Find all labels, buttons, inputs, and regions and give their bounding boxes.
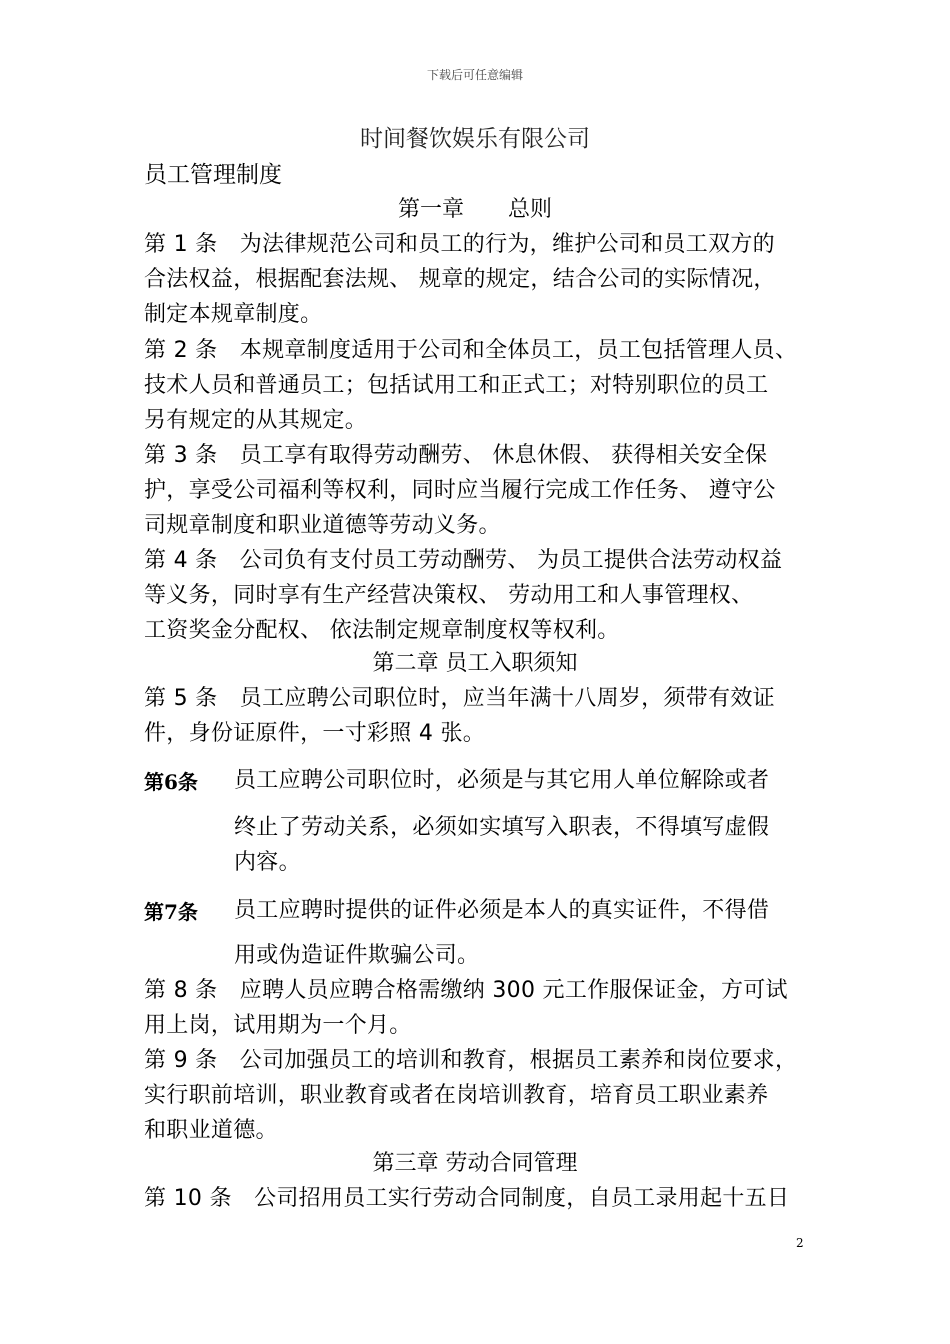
article-1-line-3: 制定本规章制度。 <box>144 302 323 327</box>
company-name: 时间餐饮娱乐有限公司 <box>360 126 590 152</box>
article-8-line-1: 第 8 条 应聘人员应聘合格需缴纳 300 元工作服保证金，方可试 <box>144 978 788 1003</box>
chapter-heading-1: 第一章 总则 <box>397 197 552 222</box>
article-4-line-1: 第 4 条 公司负有支付员工劳动酬劳、 为员工提供合法劳动权益 <box>144 548 783 573</box>
article-10-line-1: 第 10 条 公司招用员工实行劳动合同制度，自员工录用起十五日 <box>144 1186 790 1211</box>
article-2-line-2: 技术人员和普通员工；包括试用工和正式工；对特别职位的员工 <box>144 373 769 398</box>
chapter-heading-3: 第三章 劳动合同管理 <box>372 1151 578 1176</box>
article-3-line-2: 护，享受公司福利等权利，同时应当履行完成工作任务、 遵守公 <box>144 478 776 503</box>
chapter-heading-2: 第二章 员工入职须知 <box>372 651 578 676</box>
article-5-line-1: 第 5 条 员工应聘公司职位时，应当年满十八周岁，须带有效证 <box>144 686 775 711</box>
article-2-line-1: 第 2 条 本规章制度适用于公司和全体员工，员工包括管理人员、 <box>144 338 798 363</box>
article-6-line-3: 内容。 <box>234 850 301 875</box>
page-number: 2 <box>796 1236 804 1250</box>
article-3-line-1: 第 3 条 员工享有取得劳动酬劳、 休息休假、 获得相关安全保 <box>144 443 768 468</box>
article-2-line-3: 另有规定的从其规定。 <box>144 408 368 433</box>
article-4-line-3: 工资奖金分配权、 依法制定规章制度权等权利。 <box>144 618 620 643</box>
article-7-number: 第7条 <box>144 900 198 924</box>
article-1-line-1: 第 1 条 为法律规范公司和员工的行为，维护公司和员工双方的 <box>144 232 775 257</box>
article-9-line-3: 和职业道德。 <box>144 1118 278 1143</box>
document-title: 员工管理制度 <box>144 162 282 188</box>
article-9-line-1: 第 9 条 公司加强员工的培训和教育，根据员工素养和岗位要求， <box>144 1048 798 1073</box>
article-3-line-3: 司规章制度和职业道德等劳动义务。 <box>144 513 501 538</box>
article-9-line-2: 实行职前培训，职业教育或者在岗培训教育，培育员工职业素养 <box>144 1083 769 1108</box>
article-6-number: 第6条 <box>144 770 198 794</box>
article-5-line-2: 件，身份证原件，一寸彩照 4 张。 <box>144 721 486 746</box>
page-header: 下载后可任意编辑 <box>426 68 523 82</box>
article-4-line-2: 等义务，同时享有生产经营决策权、 劳动用工和人事管理权、 <box>144 583 754 608</box>
article-7-line-2: 用或伪造证件欺骗公司。 <box>234 943 480 968</box>
article-6-line-2: 终止了劳动关系，必须如实填写入职表，不得填写虚假 <box>234 815 770 840</box>
article-1-line-2: 合法权益，根据配套法规、 规章的规定，结合公司的实际情况， <box>144 267 776 292</box>
article-7-line-1: 员工应聘时提供的证件必须是本人的真实证件，不得借 <box>234 898 770 923</box>
article-6-line-1: 员工应聘公司职位时，必须是与其它用人单位解除或者 <box>234 768 770 793</box>
article-8-line-2: 用上岗，试用期为一个月。 <box>144 1013 412 1038</box>
